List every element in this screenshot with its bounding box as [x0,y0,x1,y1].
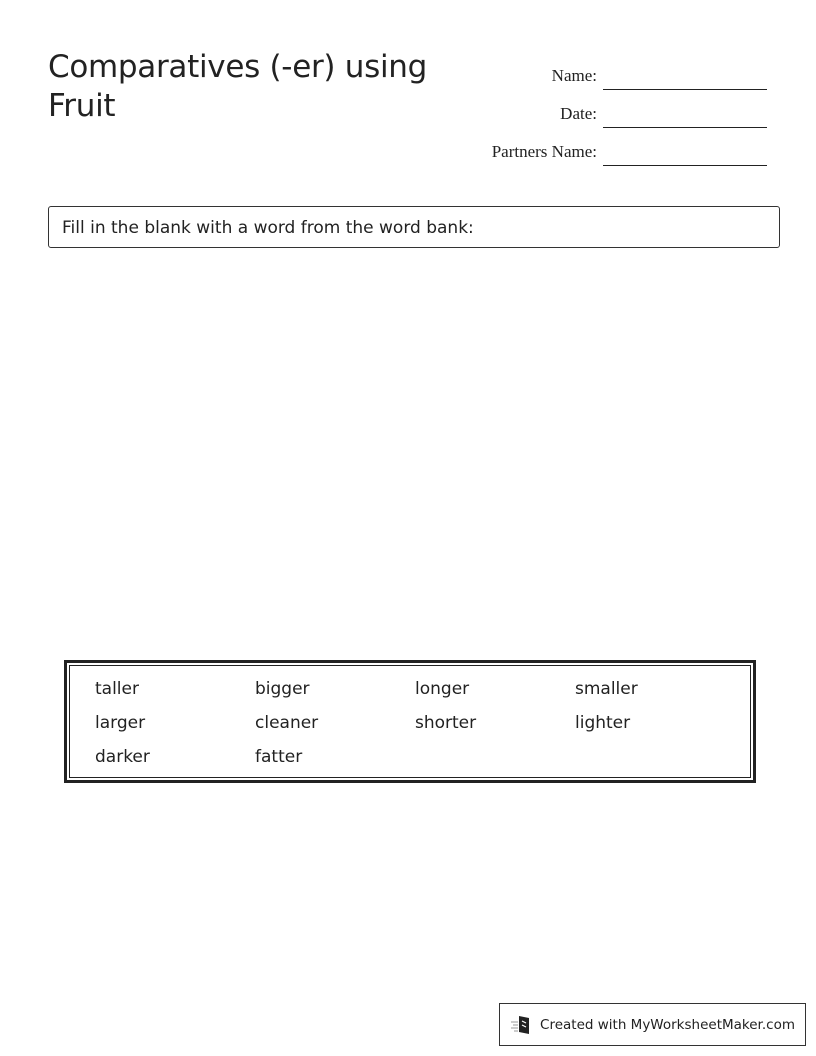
word-bank [64,660,756,783]
word-bank-word: taller [95,679,139,699]
name-field [492,52,767,90]
partners-name-field [492,128,767,166]
word-bank-word: bigger [255,679,310,699]
date-field [492,90,767,128]
name-label: Name: [551,66,597,85]
partners-name-label: Partners Name: [491,142,597,161]
worksheet-title: Comparatives (-er) using Fruit [48,49,427,124]
word-bank-word: longer [415,679,470,699]
myworksheetmaker-logo-icon [510,1014,534,1036]
date-blank-line [603,103,767,128]
instructions-box: Fill in the blank with a word from the word bank: [48,206,780,248]
word-bank-word: cleaner [255,713,319,733]
partners-name-blank-line [603,141,767,166]
word-bank-word: shorter [415,713,477,733]
word-bank-word: lighter [575,713,631,733]
word-bank-grid [69,665,751,778]
footer-credit [499,1003,806,1046]
word-bank-word: larger [95,713,146,733]
word-bank-word: smaller [575,679,638,699]
word-bank-word: fatter [255,747,303,767]
student-info-fields [492,52,767,166]
credit-text: Created with MyWorksheetMaker.com [540,1016,795,1033]
date-label: Date: [560,104,597,123]
word-bank-word: darker [95,747,150,767]
name-blank-line [603,65,767,90]
